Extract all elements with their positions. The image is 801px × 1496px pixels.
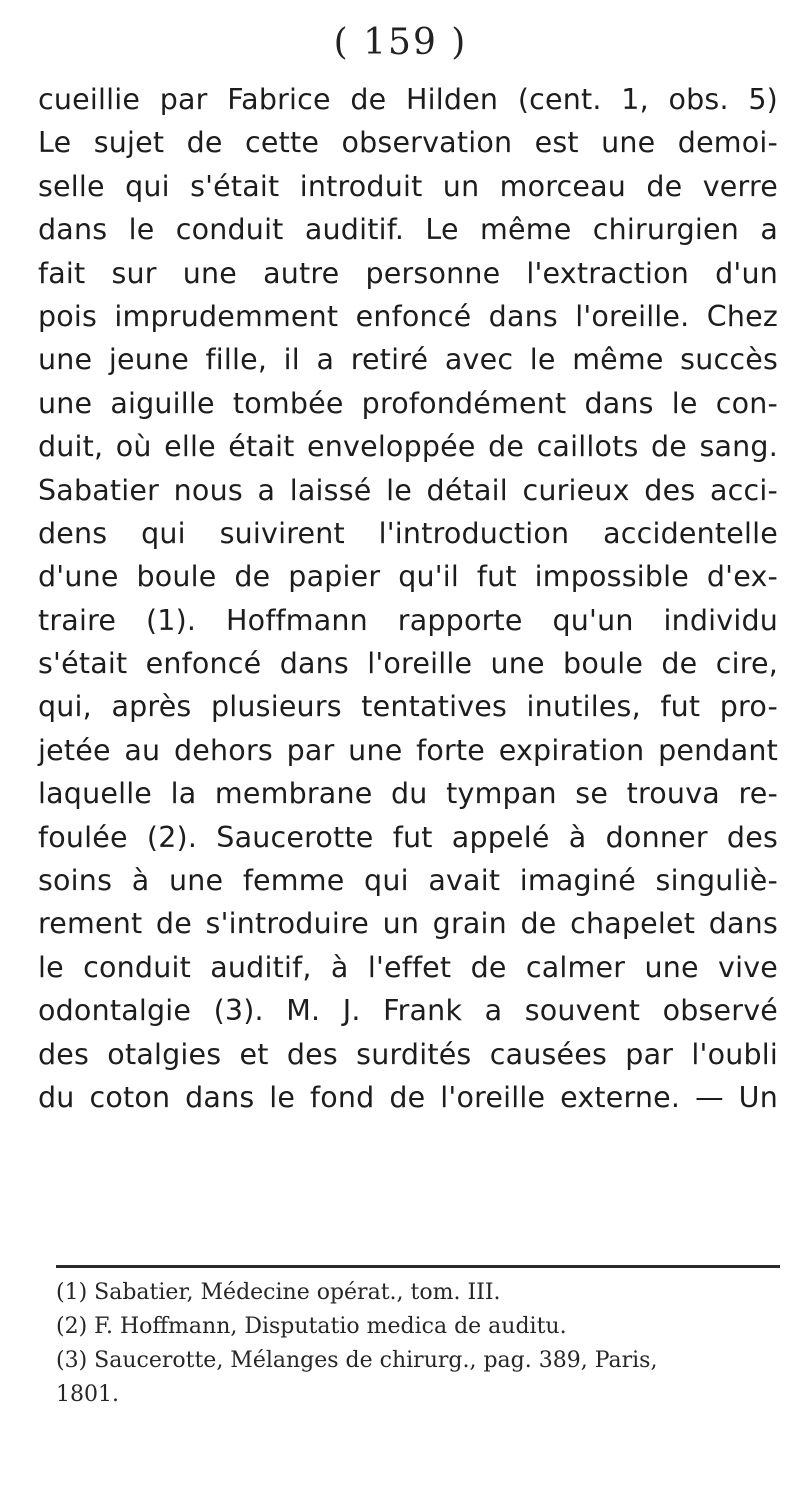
text-line: traire (1). Hoffmann rapporte qu'un individu	[38, 603, 778, 637]
text-line: Le sujet de cette observation est une demoi-	[38, 126, 778, 160]
text-line: jetée au dehors par une forte expiration pendant	[38, 733, 778, 767]
text-line: des otalgies et des surdités causées par l'oubli	[38, 1037, 778, 1071]
page-number: ( 159 )	[333, 22, 468, 63]
footnote-3: (3) Saucerotte, Mélanges de chirurg., pag. 389, Paris,	[56, 1348, 658, 1373]
text-line: dens qui suivirent l'introduction accidentelle	[38, 516, 778, 550]
footnote-1: (1) Sabatier, Médecine opérat., tom. III.	[56, 1280, 501, 1305]
text-line: s'était enfoncé dans l'oreille une boule de cire,	[38, 647, 778, 681]
text-line: une jeune fille, il a retiré avec le même succès	[38, 343, 778, 377]
text-line: rement de s'introduire un grain de chapelet dans	[38, 907, 778, 941]
text-line: cueillie par Fabrice de Hilden (cent. 1, obs. 5)	[38, 83, 778, 116]
text-line: odontalgie (3). M. J. Frank a souvent observé	[38, 994, 778, 1028]
text-line: Sabatier nous a laissé le détail curieux des acci-	[38, 473, 778, 507]
footnote-2: (2) F. Hoffmann, Disputatio medica de auditu.	[56, 1314, 567, 1339]
text-line: qui, après plusieurs tentatives inutiles, fut pro-	[38, 690, 778, 724]
text-line: soins à une femme qui avait imaginé singuliè-	[38, 864, 778, 898]
text-line: dans le conduit auditif. Le même chirurgien a	[38, 213, 778, 247]
text-line: foulée (2). Saucerotte fut appelé à donner des	[38, 820, 778, 854]
footnotes	[56, 1276, 780, 1412]
text-line: selle qui s'était introduit un morceau de verre	[38, 169, 778, 203]
text-line: le conduit auditif, à l'effet de calmer une vive	[38, 950, 778, 984]
text-line: fait sur une autre personne l'extraction d'un	[38, 256, 778, 290]
text-line: pois imprudemment enfoncé dans l'oreille. Chez	[38, 299, 778, 333]
footnote-3-continued: 1801.	[56, 1382, 119, 1407]
text-line: laquelle la membrane du tympan se trouva re-	[38, 777, 778, 811]
footnote-divider	[56, 1265, 780, 1268]
text-line: du coton dans le fond de l'oreille externe. — Un	[38, 1080, 778, 1114]
text-line: d'une boule de papier qu'il fut impossible d'ex-	[38, 560, 778, 594]
body-text	[38, 78, 778, 1119]
text-line: une aiguille tombée profondément dans le con-	[38, 386, 778, 420]
text-line: duit, où elle était enveloppée de caillots de sang.	[38, 430, 778, 464]
